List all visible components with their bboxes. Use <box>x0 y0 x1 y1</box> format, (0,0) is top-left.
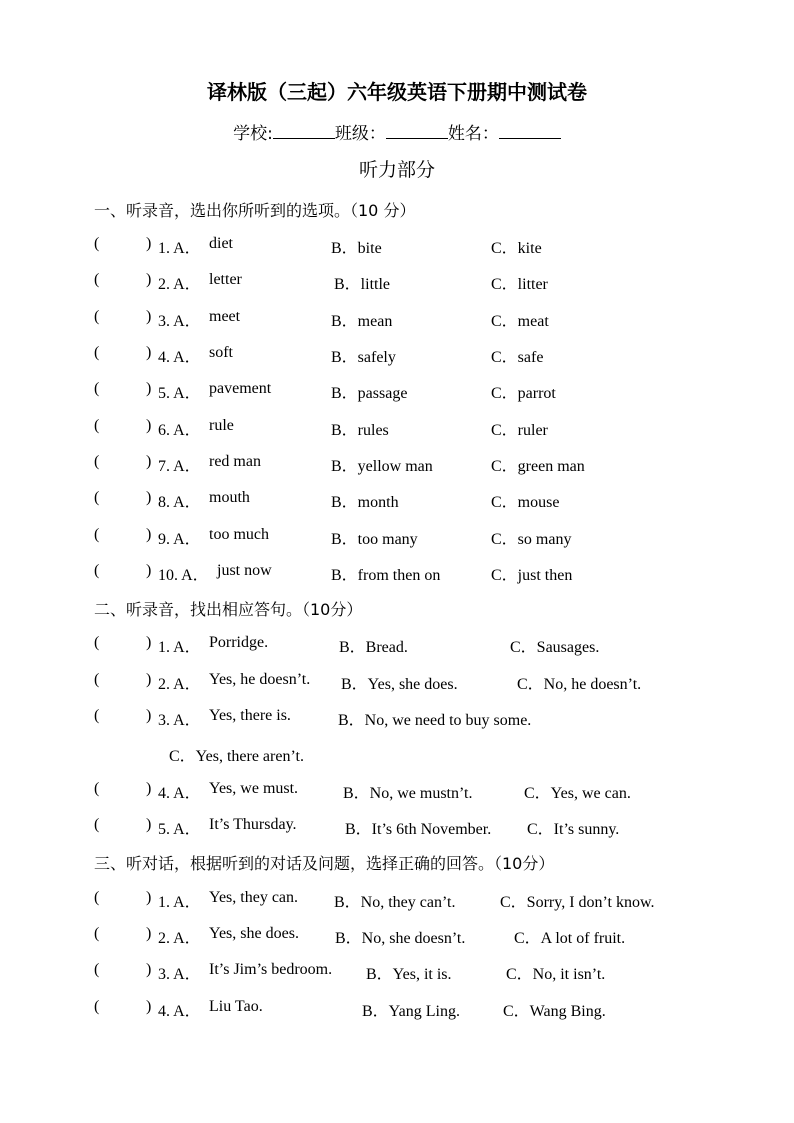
answer-bracket-open: ( <box>94 961 100 978</box>
option-c: C．just then <box>491 567 573 584</box>
option-c: C．Wang Bing. <box>503 1003 606 1020</box>
option-a: It’s Jim’s bedroom. <box>209 961 333 978</box>
school-blank <box>273 124 335 139</box>
s3-question-row <box>0 925 794 947</box>
answer-bracket-close: ) <box>146 417 152 434</box>
question-number: 4. A． <box>158 1003 201 1020</box>
s3-question-row <box>0 998 794 1020</box>
answer-bracket-open: ( <box>94 562 100 579</box>
option-c: C．Yes, we can. <box>524 785 631 802</box>
answer-bracket-close: ) <box>146 889 152 906</box>
answer-bracket-close: ) <box>146 453 152 470</box>
s1-question-row <box>0 344 794 366</box>
s2-question-row <box>0 780 794 802</box>
class-blank <box>386 124 448 139</box>
option-c: C．safe <box>491 349 544 366</box>
option-b: B．safely <box>331 349 396 366</box>
answer-bracket-open: ( <box>94 526 100 543</box>
answer-bracket-close: ) <box>146 344 152 361</box>
option-b: B．mean <box>331 313 393 330</box>
option-b: B．yellow man <box>331 458 433 475</box>
s1-question-row <box>0 453 794 475</box>
s1-question-row <box>0 526 794 548</box>
option-c: C．litter <box>491 276 548 293</box>
option-b: B．rules <box>331 422 389 439</box>
question-number: 2. A． <box>158 276 201 293</box>
s1-question-row <box>0 308 794 330</box>
question-number: 1. A． <box>158 639 201 656</box>
option-b: B．It’s 6th November. <box>345 821 492 838</box>
option-a: Yes, he doesn’t. <box>209 671 311 688</box>
answer-bracket-close: ) <box>146 998 152 1015</box>
answer-bracket-open: ( <box>94 453 100 470</box>
part-title: 听力部分 <box>358 159 435 181</box>
option-a: meet <box>209 308 241 325</box>
option-c: C．kite <box>491 240 542 257</box>
name-label: 姓名： <box>447 124 499 144</box>
option-a: Yes, she does. <box>209 925 299 942</box>
option-c: C．No, it isn’t. <box>506 966 606 983</box>
option-b: B．Yang Ling. <box>362 1003 460 1020</box>
answer-bracket-close: ) <box>146 925 152 942</box>
answer-bracket-close: ) <box>146 634 152 651</box>
answer-bracket-open: ( <box>94 780 100 797</box>
option-c: C．green man <box>491 458 585 475</box>
school-label: 学校: <box>233 124 273 144</box>
option-a: soft <box>209 344 233 361</box>
option-c: C．ruler <box>491 422 548 439</box>
answer-bracket-close: ) <box>146 707 152 724</box>
option-c: C．mouse <box>491 494 560 511</box>
answer-bracket-open: ( <box>94 417 100 434</box>
answer-bracket-close: ) <box>146 526 152 543</box>
class-label: 班级： <box>334 124 386 144</box>
option-a: pavement <box>209 380 272 397</box>
option-b: B．too many <box>331 531 418 548</box>
option-a: Yes, there is. <box>209 707 291 724</box>
option-a: It’s Thursday. <box>209 816 297 833</box>
option-a: letter <box>209 271 242 288</box>
option-b: B．No, they can’t. <box>334 894 456 911</box>
question-number: 6. A． <box>158 422 201 439</box>
option-a: red man <box>209 453 261 470</box>
name-blank <box>499 124 561 139</box>
answer-bracket-open: ( <box>94 925 100 942</box>
answer-bracket-close: ) <box>146 489 152 506</box>
answer-bracket-open: ( <box>94 271 100 288</box>
question-number: 2. A． <box>158 930 201 947</box>
section1-heading: 一、听录音，选出你所听到的选项。（10 分） <box>94 201 416 220</box>
answer-bracket-open: ( <box>94 308 100 325</box>
option-a: rule <box>209 417 234 434</box>
option-b: B．month <box>331 494 399 511</box>
option-a: Porridge. <box>209 634 269 651</box>
answer-bracket-close: ) <box>146 671 152 688</box>
option-b: B．No, we need to buy some. <box>338 712 532 729</box>
s1-question-row <box>0 562 794 584</box>
question-number: 1. A． <box>158 894 201 911</box>
question-number: 4. A． <box>158 785 201 802</box>
s1-question-row <box>0 235 794 257</box>
section3-heading: 三、听对话，根据听到的对话及问题，选择正确的回答。（10分） <box>94 854 555 873</box>
option-c: C．No, he doesn’t. <box>517 676 642 693</box>
option-c: C．It’s sunny. <box>527 821 620 838</box>
option-a: diet <box>209 235 233 252</box>
question-number: 5. A． <box>158 821 201 838</box>
option-a: just now <box>217 562 272 579</box>
answer-bracket-close: ) <box>146 308 152 325</box>
s2-question-row <box>0 816 794 838</box>
answer-bracket-open: ( <box>94 816 100 833</box>
answer-bracket-close: ) <box>146 271 152 288</box>
option-a: Liu Tao. <box>209 998 263 1015</box>
option-c: C．so many <box>491 531 572 548</box>
option-b: B．No, we mustn’t. <box>343 785 473 802</box>
option-c: C．Sausages. <box>510 639 600 656</box>
option-c: C．meat <box>491 313 549 330</box>
option-b: B．passage <box>331 385 408 402</box>
question-number: 9. A． <box>158 531 201 548</box>
option-a: too much <box>209 526 269 543</box>
option-b: B．No, she doesn’t. <box>335 930 466 947</box>
option-b: B．bite <box>331 240 382 257</box>
question-number: 8. A． <box>158 494 201 511</box>
answer-bracket-open: ( <box>94 235 100 252</box>
answer-bracket-open: ( <box>94 489 100 506</box>
s2-question-row <box>0 671 794 693</box>
answer-bracket-open: ( <box>94 671 100 688</box>
s1-question-row <box>0 489 794 511</box>
answer-bracket-open: ( <box>94 998 100 1015</box>
question-number: 2. A． <box>158 676 201 693</box>
option-a: Yes, we must. <box>209 780 299 797</box>
answer-bracket-open: ( <box>94 380 100 397</box>
option-c: C．Sorry, I don’t know. <box>500 894 655 911</box>
answer-bracket-close: ) <box>146 780 152 797</box>
answer-bracket-close: ) <box>146 562 152 579</box>
student-info-line <box>0 119 794 144</box>
s1-question-row <box>0 380 794 402</box>
option-c-continued: C．Yes, there aren’t. <box>169 748 304 765</box>
option-b: B．Bread. <box>339 639 408 656</box>
section2-heading: 二、听录音，找出相应答句。（10分） <box>94 600 363 619</box>
answer-bracket-open: ( <box>94 889 100 906</box>
option-a: mouth <box>209 489 250 506</box>
s2-question-row <box>0 707 794 729</box>
question-number: 7. A． <box>158 458 201 475</box>
exam-title: 译林版（三起）六年级英语下册期中测试卷 <box>207 80 587 104</box>
answer-bracket-close: ) <box>146 961 152 978</box>
answer-bracket-close: ) <box>146 816 152 833</box>
s3-question-row <box>0 889 794 911</box>
question-number: 3. A． <box>158 712 201 729</box>
option-c: C．A lot of fruit. <box>514 930 626 947</box>
question-number: 4. A． <box>158 349 201 366</box>
option-b: B．Yes, it is. <box>366 966 452 983</box>
question-number: 5. A． <box>158 385 201 402</box>
answer-bracket-close: ) <box>146 380 152 397</box>
s1-question-row <box>0 271 794 293</box>
question-number: 10. A． <box>158 567 209 584</box>
option-b: B．Yes, she does. <box>341 676 458 693</box>
question-number: 3. A． <box>158 313 201 330</box>
answer-bracket-open: ( <box>94 634 100 651</box>
option-b: B．from then on <box>331 567 441 584</box>
answer-bracket-open: ( <box>94 707 100 724</box>
answer-bracket-open: ( <box>94 344 100 361</box>
question-number: 3. A． <box>158 966 201 983</box>
option-a: Yes, they can. <box>209 889 299 906</box>
s3-question-row <box>0 961 794 983</box>
question-number: 1. A． <box>158 240 201 257</box>
s1-question-row <box>0 417 794 439</box>
option-c: C．parrot <box>491 385 556 402</box>
answer-bracket-close: ) <box>146 235 152 252</box>
s2-question-row <box>0 634 794 656</box>
option-b: B．little <box>334 276 391 293</box>
